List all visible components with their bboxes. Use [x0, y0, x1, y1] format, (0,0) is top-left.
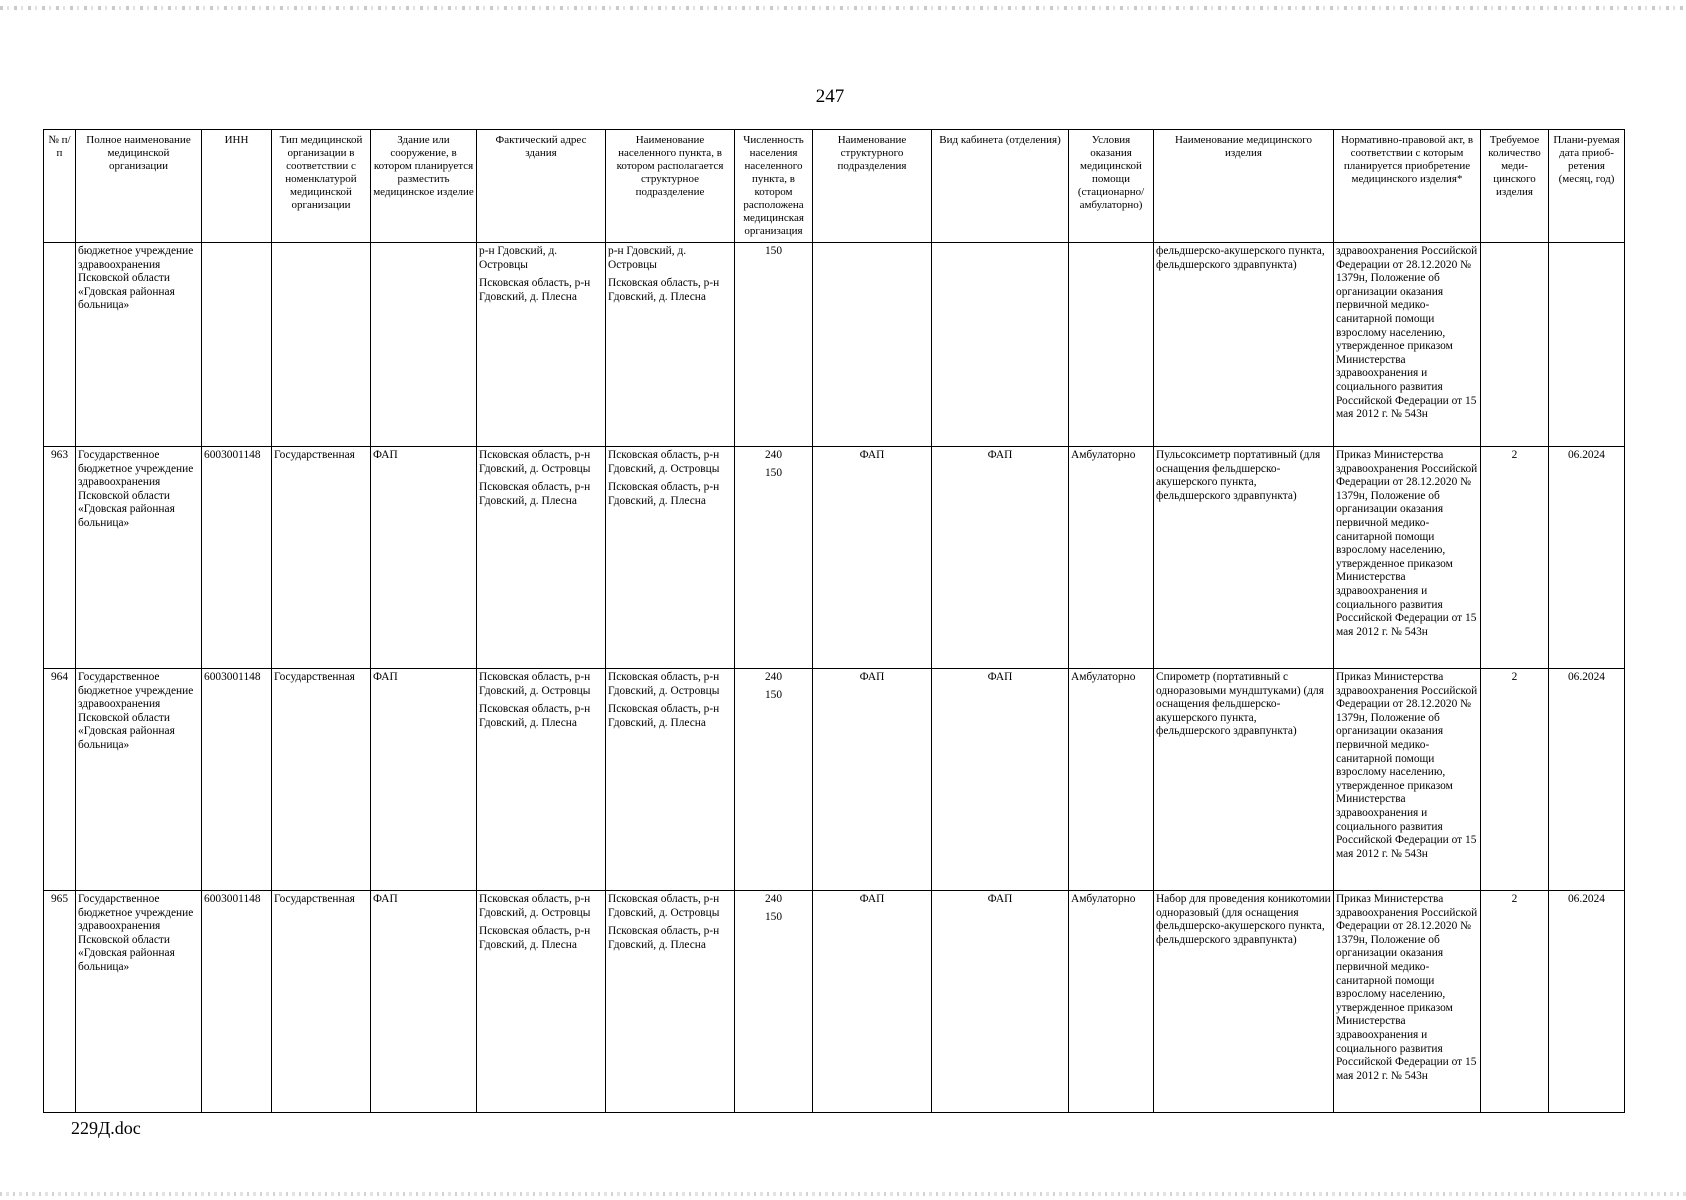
cell-subdivision: ФАП [813, 891, 932, 1113]
cell-act: Приказ Министерства здравоохранения Российской Федерации от 28.12.2020 № 1379н, Положение об организации оказания первичной медико-санитарной помощи взрослому населению, утвержденное приказом Министерства здравоохранения и социального развития Российской Федерации от 15 мая 2012 г. № 543н [1334, 447, 1481, 669]
footer-filename: 229Д.doc [71, 1118, 141, 1138]
locality-line: Псковская область, р-н Гдовский, д. Островцы [608, 893, 720, 919]
address-line: Псковская область, р-н Гдовский, д. Плесна [479, 925, 591, 951]
cell-type: Государственная [272, 891, 371, 1113]
header-population: Численность населения населенного пункта, в котором расположена медицинская организация [735, 130, 813, 243]
cell-date: 06.2024 [1549, 447, 1625, 669]
table-row [44, 447, 1625, 669]
header-building: Здание или сооружение, в котором планируется разместить медицинское изделие [371, 130, 477, 243]
header-address: Фактический адрес здания [477, 130, 606, 243]
cell-num: 963 [44, 447, 76, 669]
cell-type: Государственная [272, 669, 371, 891]
address-line: Псковская область, р-н Гдовский, д. Плесна [479, 703, 591, 729]
population-value: 150 [764, 910, 783, 923]
header-act: Нормативно-правовой акт, в соответствии с которым планируется приобретение медицинского изделия* [1334, 130, 1481, 243]
cell-conditions: Амбулаторно [1069, 447, 1154, 669]
cell-type: Государственная [272, 447, 371, 669]
cell-inn: 6003001148 [202, 891, 272, 1113]
locality-line: Псковская область, р-н Гдовский, д. Плесна [608, 925, 720, 951]
cell-device: Набор для проведения коникотомии одноразовый (для оснащения фельдшерско-акушерского пункта, фельдшерского здравпункта) [1154, 891, 1334, 1113]
cell-subdivision: ФАП [813, 447, 932, 669]
cell-subdivision: ФАП [813, 669, 932, 891]
header-qty: Требуемое количество меди-цинского изделия [1481, 130, 1549, 243]
equipment-table [43, 129, 1625, 1113]
cell-cabinet: ФАП [932, 447, 1069, 669]
cell-address [477, 243, 606, 447]
cell-building: ФАП [371, 447, 477, 669]
cell-building: ФАП [371, 891, 477, 1113]
header-conditions: Условия оказания медицинской помощи (стационарно/амбулаторно) [1069, 130, 1154, 243]
cell-org: бюджетное учреждение здравоохранения Псковской области «Гдовская районная больница» [76, 243, 202, 447]
table-row [44, 669, 1625, 891]
table-header-row [44, 130, 1625, 243]
cell-population [735, 447, 813, 669]
address-line: Псковская область, р-н Гдовский, д. Плесна [479, 481, 591, 507]
cell-cabinet: ФАП [932, 891, 1069, 1113]
locality-line: Псковская область, р-н Гдовский, д. Плесна [608, 277, 720, 303]
cell-date: 06.2024 [1549, 891, 1625, 1113]
header-device: Наименование медицинского изделия [1154, 130, 1334, 243]
cell-population [735, 243, 813, 447]
address-line: Псковская область, р-н Гдовский, д. Островцы [479, 893, 591, 919]
header-cabinet: Вид кабинета (отделения) [932, 130, 1069, 243]
page-number: 247 [815, 86, 845, 107]
cell-num: 964 [44, 669, 76, 891]
table-row [44, 891, 1625, 1113]
cell-locality [606, 891, 735, 1113]
address-line: р-н Гдовский, д. Островцы [479, 245, 558, 271]
population-value: 150 [764, 688, 783, 701]
header-locality: Наименование населенного пункта, в котором располагается структурное подразделение [606, 130, 735, 243]
locality-line: Псковская область, р-н Гдовский, д. Плесна [608, 703, 720, 729]
cell-org: Государственное бюджетное учреждение здравоохранения Псковской области «Гдовская районная больница» [76, 447, 202, 669]
population-value: 150 [764, 245, 783, 257]
population-value: 240 [764, 449, 783, 461]
cell-device: Пульсоксиметр портативный (для оснащения фельдшерско-акушерского пункта, фельдшерского здравпункта) [1154, 447, 1334, 669]
cell-inn: 6003001148 [202, 669, 272, 891]
cell-population [735, 669, 813, 891]
cell-locality [606, 669, 735, 891]
address-line: Псковская область, р-н Гдовский, д. Плесна [479, 277, 591, 303]
cell-qty: 2 [1481, 891, 1549, 1113]
population-value: 240 [764, 893, 783, 905]
locality-line: Псковская область, р-н Гдовский, д. Островцы [608, 671, 720, 697]
header-org: Полное наименование медицинской организации [76, 130, 202, 243]
scan-edge-bottom [0, 1192, 1686, 1196]
cell-address [477, 447, 606, 669]
address-line: Псковская область, р-н Гдовский, д. Островцы [479, 671, 591, 697]
cell-act: здравоохранения Российской Федерации от 28.12.2020 № 1379н, Положение об организации оказания первичной медико-санитарной помощи взрослому населению, утвержденное приказом Министерства здравоохранения и социального развития Российской Федерации от 15 мая 2012 г. № 543н [1334, 243, 1481, 447]
cell-org: Государственное бюджетное учреждение здравоохранения Псковской области «Гдовская районная больница» [76, 891, 202, 1113]
cell-device: фельдшерско-акушерского пункта, фельдшерского здравпункта) [1154, 243, 1334, 447]
cell-conditions: Амбулаторно [1069, 891, 1154, 1113]
cell-conditions: Амбулаторно [1069, 669, 1154, 891]
cell-qty: 2 [1481, 447, 1549, 669]
scan-edge-top [0, 6, 1686, 10]
cell-address [477, 891, 606, 1113]
cell-cabinet: ФАП [932, 669, 1069, 891]
cell-act: Приказ Министерства здравоохранения Российской Федерации от 28.12.2020 № 1379н, Положение об организации оказания первичной медико-санитарной помощи взрослому населению, утвержденное приказом Министерства здравоохранения и социального развития Российской Федерации от 15 мая 2012 г. № 543н [1334, 891, 1481, 1113]
cell-building: ФАП [371, 669, 477, 891]
header-date: Плани-руемая дата приоб-ретения (месяц, год) [1549, 130, 1625, 243]
table-row-continuation [44, 243, 1625, 447]
cell-inn: 6003001148 [202, 447, 272, 669]
header-subdivision: Наименование структурного подразделения [813, 130, 932, 243]
locality-line: Псковская область, р-н Гдовский, д. Плесна [608, 481, 720, 507]
cell-locality [606, 447, 735, 669]
cell-date: 06.2024 [1549, 669, 1625, 891]
cell-locality [606, 243, 735, 447]
header-inn: ИНН [202, 130, 272, 243]
address-line: Псковская область, р-н Гдовский, д. Островцы [479, 449, 591, 475]
cell-device: Спирометр (портативный с одноразовыми мундштуками) (для оснащения фельдшерско-акушерского пункта, фельдшерского здравпункта) [1154, 669, 1334, 891]
population-value: 150 [764, 466, 783, 479]
cell-act: Приказ Министерства здравоохранения Российской Федерации от 28.12.2020 № 1379н, Положение об организации оказания первичной медико-санитарной помощи взрослому населению, утвержденное приказом Министерства здравоохранения и социального развития Российской Федерации от 15 мая 2012 г. № 543н [1334, 669, 1481, 891]
cell-num: 965 [44, 891, 76, 1113]
cell-population [735, 891, 813, 1113]
header-num: № п/п [44, 130, 76, 243]
cell-org: Государственное бюджетное учреждение здравоохранения Псковской области «Гдовская районная больница» [76, 669, 202, 891]
locality-line: Псковская область, р-н Гдовский, д. Островцы [608, 449, 720, 475]
cell-qty: 2 [1481, 669, 1549, 891]
population-value: 240 [764, 671, 783, 683]
cell-address [477, 669, 606, 891]
header-type: Тип медицинской организации в соответствии с номенклатурой медицинской организации [272, 130, 371, 243]
locality-line: р-н Гдовский, д. Островцы [608, 245, 687, 271]
